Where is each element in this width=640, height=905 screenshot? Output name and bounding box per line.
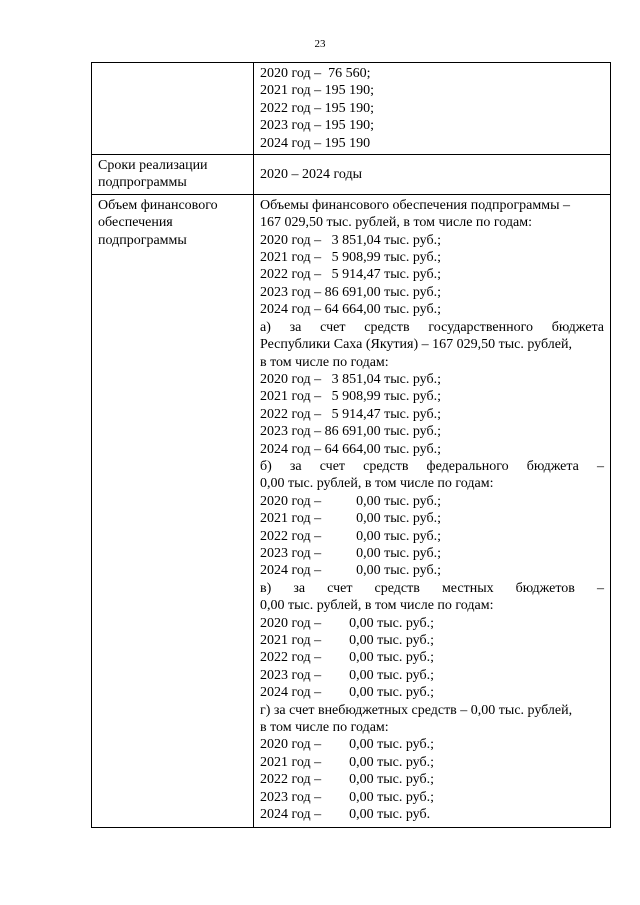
- funding-line: а) за счет средств государственного бюджета: [260, 319, 604, 335]
- funding-line: 2020 год – 0,00 тыс. руб.;: [260, 737, 434, 753]
- funding-line: 2020 год – 3 851,04 тыс. руб.;: [260, 232, 441, 248]
- funding-line: г) за счет внебюджетных средств – 0,00 тыс. рублей,: [260, 702, 573, 718]
- funding-line: в том числе по годам:: [260, 720, 389, 736]
- funding-line: 2023 год – 0,00 тыс. руб.;: [260, 667, 434, 683]
- funding-line: Объемы финансового обеспечения подпрограммы –: [260, 197, 571, 213]
- funding-line: 0,00 тыс. рублей, в том числе по годам:: [260, 476, 494, 492]
- funding-line: в) за счет средств местных бюджетов –: [260, 580, 604, 596]
- funding-line: 2021 год – 0,00 тыс. руб.;: [260, 754, 434, 770]
- funding-line: 2023 год – 0,00 тыс. руб.;: [260, 545, 441, 561]
- row-label-cell: [92, 63, 254, 155]
- funding-line: 2022 год – 5 914,47 тыс. руб.;: [260, 406, 441, 422]
- table-row: [92, 155, 611, 195]
- funding-line: 2020 год – 3 851,04 тыс. руб.;: [260, 371, 441, 387]
- funding-line: 2021 год – 195 190;: [260, 83, 375, 99]
- funding-line: 2021 год – 5 908,99 тыс. руб.;: [260, 250, 441, 266]
- table-row: [92, 63, 611, 155]
- subprogram-passport-table: [91, 62, 611, 828]
- funding-line: 2024 год – 64 664,00 тыс. руб.;: [260, 441, 441, 457]
- funding-line: 2022 год – 0,00 тыс. руб.;: [260, 650, 434, 666]
- row-label-cell: Сроки реализации подпрограммы: [92, 155, 254, 195]
- funding-line: в том числе по годам:: [260, 354, 389, 370]
- funding-line: 2023 год – 0,00 тыс. руб.;: [260, 789, 434, 805]
- funding-line: 2022 год – 195 190;: [260, 100, 375, 116]
- funding-line: 2024 год – 0,00 тыс. руб.: [260, 807, 431, 823]
- row-value-cell: 2020 – 2024 годы: [254, 155, 611, 195]
- funding-line: 2023 год – 86 691,00 тыс. руб.;: [260, 424, 441, 440]
- page-number: 23: [314, 38, 326, 50]
- funding-line: 2022 год – 5 914,47 тыс. руб.;: [260, 267, 441, 283]
- funding-line: 2022 год – 0,00 тыс. руб.;: [260, 528, 441, 544]
- row-value-cell: [254, 63, 611, 155]
- funding-line: 2024 год – 0,00 тыс. руб.;: [260, 563, 441, 579]
- funding-line: Республики Саха (Якутия) – 167 029,50 тыс. рублей,: [260, 337, 572, 353]
- funding-line: 2020 год – 0,00 тыс. руб.;: [260, 493, 441, 509]
- funding-line: 2024 год – 64 664,00 тыс. руб.;: [260, 302, 441, 318]
- funding-line: 167 029,50 тыс. рублей, в том числе по годам:: [260, 215, 532, 231]
- funding-line: 2021 год – 0,00 тыс. руб.;: [260, 633, 434, 648]
- funding-line: 2020 год – 76 560;: [260, 66, 371, 81]
- funding-line: 2024 год – 195 190: [260, 135, 371, 151]
- funding-line: 2022 год – 0,00 тыс. руб.;: [260, 772, 434, 788]
- row-value-cell: [254, 194, 611, 827]
- funding-line: 2021 год – 0,00 тыс. руб.;: [260, 511, 441, 527]
- funding-line: 2020 год – 0,00 тыс. руб.;: [260, 615, 434, 631]
- funding-line: 2024 год – 0,00 тыс. руб.;: [260, 685, 434, 701]
- funding-line: б) за счет средств федерального бюджета –: [260, 458, 604, 474]
- row-label-cell: Объем финансового обеспечения подпрограммы: [92, 194, 254, 827]
- table-row: [92, 194, 611, 827]
- funding-line: 0,00 тыс. рублей, в том числе по годам:: [260, 598, 494, 614]
- funding-line: 2021 год – 5 908,99 тыс. руб.;: [260, 389, 441, 405]
- funding-line: 2023 год – 86 691,00 тыс. руб.;: [260, 284, 441, 300]
- funding-line: 2023 год – 195 190;: [260, 118, 375, 134]
